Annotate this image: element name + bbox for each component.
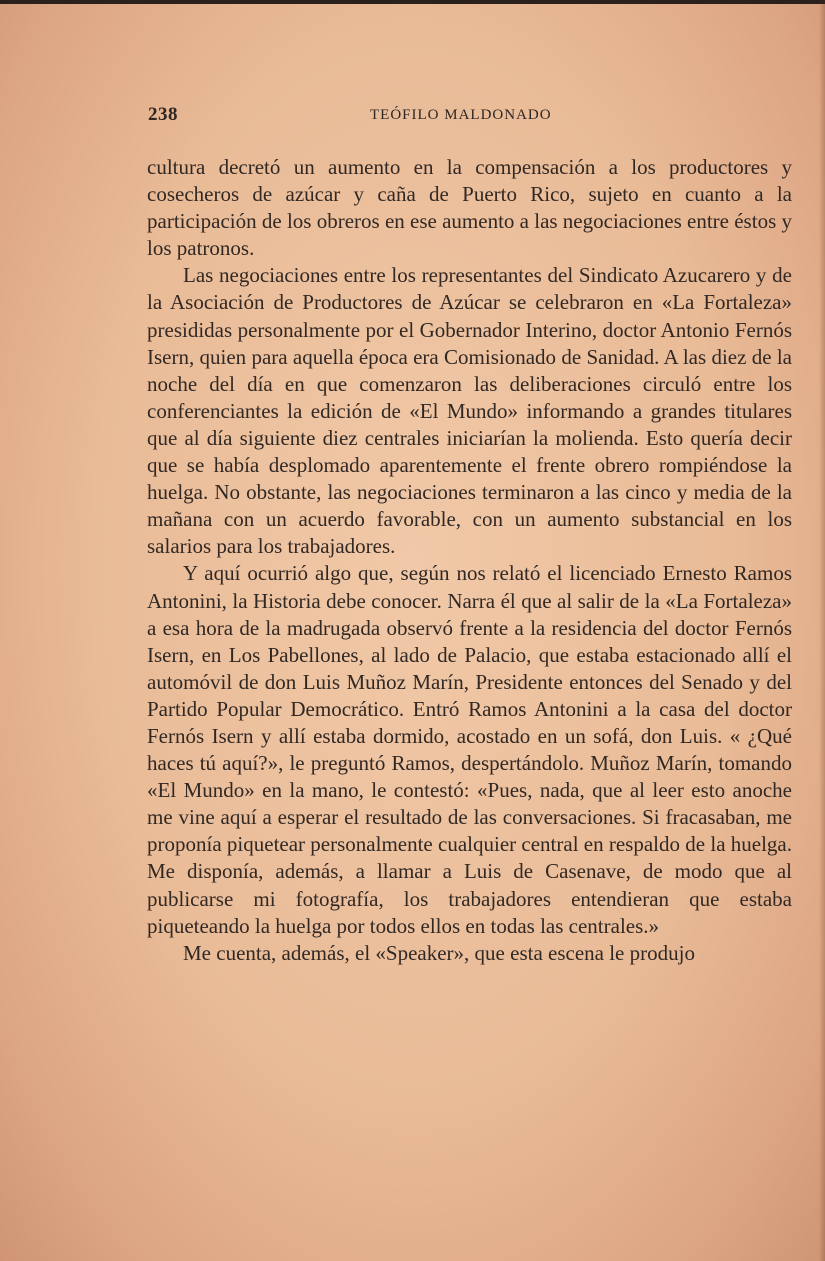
paragraph-2: Las negociaciones entre los representantes del Sindicato Azucarero y de la Asociación de Productores de Azúcar se celebraron en «La Fortaleza» presididas personalmente por el Gobernador Interino, doctor Antonio Fernós Isern, quien para aquella época era Comisionado de Sanidad. A las diez de la noche del día en que comenzaron las deliberaciones circuló entre los conferenciantes la edición de «El Mundo» informando a grandes titulares que al día siguiente diez centrales iniciarían la molienda. Esto quería decir que se había desplomado aparentemente el frente obrero rompiéndose la huelga. No obstante, las negociaciones terminaron a las cinco y media de la mañana con un acuerdo favorable, con un aumento substancial en los salarios para los trabajadores.	[147, 263, 792, 559]
page-header	[148, 104, 793, 134]
page-number: 238	[148, 104, 178, 125]
page-right-shadow	[819, 0, 825, 1261]
paragraph-1: cultura decretó un aumento en la compensación a los productores y cosecheros de azúcar y caña de Puerto Rico, sujeto en cuanto a la participación de los obreros en ese aumento a las negociaciones entre éstos y los patronos.	[147, 155, 792, 261]
page-top-edge	[0, 0, 825, 4]
running-head: TEÓFILO MALDONADO	[370, 107, 552, 123]
paragraph-4: Me cuenta, además, el «Speaker», que esta escena le produjo	[183, 940, 695, 965]
paragraph-3: Y aquí ocurrió algo que, según nos relató el licenciado Ernesto Ramos Antonini, la Historia debe conocer. Narra él que al salir de la «La Fortaleza» a esa hora de la madrugada observó frente a la residencia del doctor Fernós Isern, en Los Pabellones, al lado de Palacio, que estaba estacionado allí el automóvil de don Luis Muñoz Marín, Presidente entonces del Senado y del Partido Popular Democrático. Entró Ramos Antonini a la casa del doctor Fernós Isern y allí estaba dormido, acostado en un sofá, don Luis. « ¿Qué haces tú aquí?», le preguntó Ramos, despertándolo. Muñoz Marín, tomando «El Mundo» en la mano, le contestó: «Pues, nada, que al leer esto anoche me vine aquí a esperar el resultado de las conversaciones. Si fracasaban, me proponía piquetear personalmente cualquier central en respaldo de la huelga. Me disponía, además, a llamar a Luis de Casenave, de modo que al publicarse mi fotografía, los trabajadores entendieran que estaba piqueteando la huelga por todos ellos en todas las centrales.»	[147, 561, 792, 938]
body-text	[147, 154, 792, 967]
